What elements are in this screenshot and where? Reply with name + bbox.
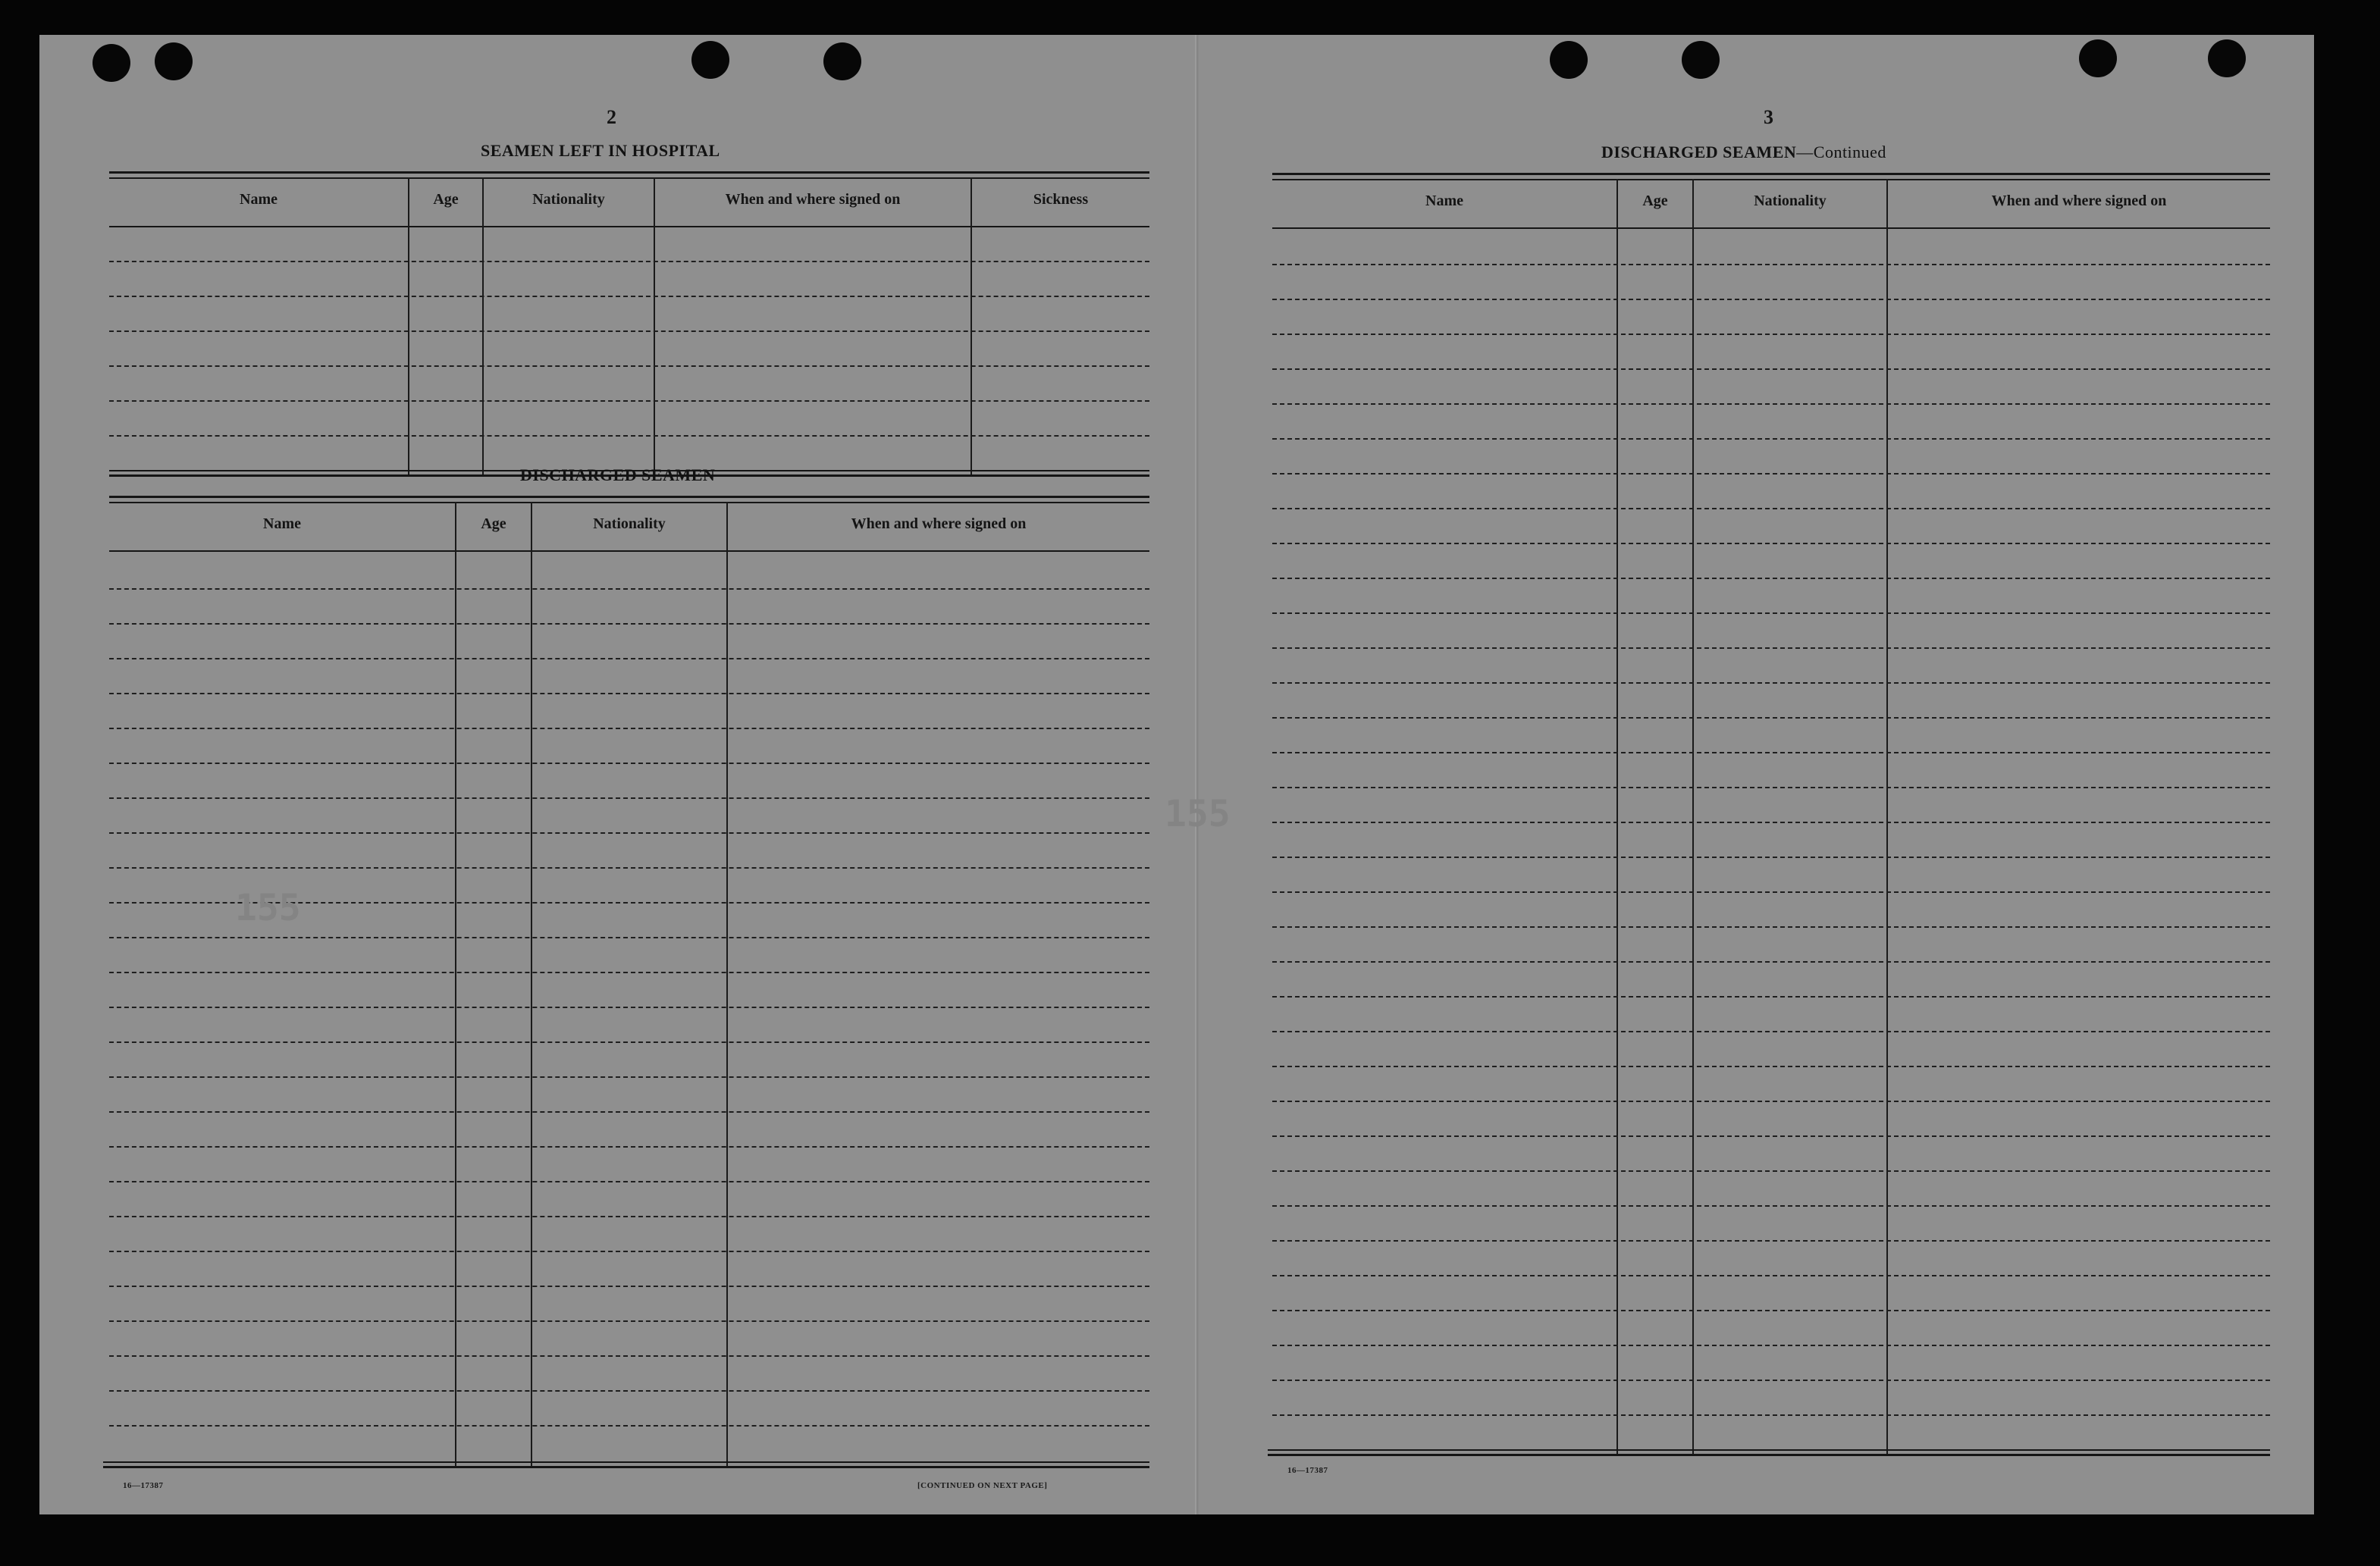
row-line [109, 1355, 1149, 1357]
row-line [109, 296, 1149, 297]
row-line [1272, 264, 2270, 265]
column-divider [408, 177, 409, 476]
row-line [1272, 857, 2270, 858]
row-line [109, 658, 1149, 659]
row-line [109, 867, 1149, 869]
row-line [109, 1425, 1149, 1427]
punch-hole [1682, 41, 1720, 79]
column-header-signed-on: When and where signed on [1991, 193, 2167, 209]
page-divider [1195, 35, 1196, 1514]
row-line [1272, 1414, 2270, 1416]
header-rule [109, 550, 1149, 552]
table-top-rule [109, 496, 1149, 498]
row-line [1272, 1310, 2270, 1311]
column-divider [482, 177, 484, 476]
row-line [109, 1251, 1149, 1252]
page-number: 3 [1764, 106, 1773, 128]
form-number: 16—17387 [1287, 1466, 1328, 1475]
row-line [1272, 1101, 2270, 1102]
row-line [109, 1041, 1149, 1043]
row-line [1272, 752, 2270, 753]
row-line [109, 728, 1149, 729]
row-line [1272, 926, 2270, 928]
row-line [1272, 299, 2270, 300]
punch-hole [823, 42, 861, 80]
row-line [1272, 403, 2270, 405]
row-line [109, 365, 1149, 367]
row-line [1272, 543, 2270, 544]
column-header-age: Age [481, 515, 506, 532]
discharged-continued-title [1601, 143, 1886, 162]
row-line [109, 1390, 1149, 1392]
row-line [109, 330, 1149, 332]
header-rule [1272, 227, 2270, 229]
column-header-signed-on: When and where signed on [851, 515, 1027, 532]
row-line [1272, 822, 2270, 823]
column-header-sickness: Sickness [1033, 191, 1089, 208]
form-number: 16—17387 [123, 1481, 164, 1490]
faint-stamp: 155 [1165, 793, 1231, 835]
row-line [1272, 891, 2270, 893]
row-line [109, 693, 1149, 694]
row-line [109, 797, 1149, 799]
table-bottom-rule [103, 1461, 1149, 1463]
document-sheet [39, 35, 2314, 1514]
row-line [1272, 1135, 2270, 1137]
column-divider [654, 177, 655, 476]
table-top-rule [109, 171, 1149, 174]
table-bottom-rule [1268, 1449, 2270, 1451]
column-divider [1886, 179, 1888, 1455]
row-line [109, 588, 1149, 590]
row-line [109, 1286, 1149, 1287]
column-header-signed-on: When and where signed on [725, 191, 901, 208]
punch-hole [93, 44, 130, 82]
column-header-nationality: Nationality [593, 515, 666, 532]
table-top-rule [109, 177, 1149, 179]
table-top-rule [109, 502, 1149, 503]
punch-hole [2208, 39, 2246, 77]
column-divider [1692, 179, 1694, 1455]
row-line [1272, 473, 2270, 474]
column-header-name: Name [263, 515, 301, 532]
row-line [109, 1076, 1149, 1078]
discharged-section-title: DISCHARGED SEAMEN [520, 465, 716, 484]
row-line [1272, 717, 2270, 719]
punch-hole [1550, 41, 1588, 79]
faint-stamp: 155 [235, 887, 301, 929]
continued-note: [CONTINUED ON NEXT PAGE] [917, 1481, 1048, 1490]
punch-hole [2079, 39, 2117, 77]
column-header-name: Name [240, 191, 278, 208]
row-line [109, 1216, 1149, 1217]
column-header-name: Name [1425, 193, 1463, 209]
column-divider [1616, 179, 1618, 1455]
row-line [1272, 1170, 2270, 1172]
table-bottom-rule [1268, 1454, 2270, 1456]
row-line [1272, 508, 2270, 509]
row-line [109, 1146, 1149, 1148]
row-line [109, 1320, 1149, 1322]
row-line [1272, 996, 2270, 998]
row-line [1272, 1031, 2270, 1032]
row-line [1272, 334, 2270, 335]
title-suffix: —Continued [1796, 143, 1886, 161]
column-header-nationality: Nationality [1754, 193, 1827, 209]
row-line [1272, 1275, 2270, 1276]
column-header-nationality: Nationality [532, 191, 605, 208]
row-line [1272, 682, 2270, 684]
row-line [109, 435, 1149, 437]
page-number: 2 [607, 106, 616, 128]
row-line [109, 623, 1149, 625]
row-line [109, 261, 1149, 262]
row-line [109, 972, 1149, 973]
row-line [1272, 647, 2270, 649]
row-line [109, 400, 1149, 402]
table-top-rule [1272, 173, 2270, 175]
column-divider [971, 177, 972, 476]
row-line [109, 1007, 1149, 1008]
row-line [1272, 368, 2270, 370]
table-top-rule [1272, 179, 2270, 180]
row-line [1272, 1205, 2270, 1207]
row-line [1272, 612, 2270, 614]
row-line [1272, 438, 2270, 440]
column-header-age: Age [433, 191, 459, 208]
row-line [109, 832, 1149, 834]
row-line [1272, 961, 2270, 963]
row-line [109, 763, 1149, 764]
table-bottom-rule [103, 1466, 1149, 1468]
row-line [1272, 1380, 2270, 1381]
row-line [109, 1181, 1149, 1182]
column-header-age: Age [1642, 193, 1668, 209]
row-line [1272, 578, 2270, 579]
hospital-section-title: SEAMEN LEFT IN HOSPITAL [481, 141, 720, 160]
row-line [1272, 1345, 2270, 1346]
row-line [109, 937, 1149, 938]
punch-hole [691, 41, 729, 79]
row-line [1272, 1066, 2270, 1067]
title-main: DISCHARGED SEAMEN [1601, 143, 1797, 161]
row-line [109, 1111, 1149, 1113]
row-line [1272, 1240, 2270, 1242]
header-rule [109, 226, 1149, 227]
row-line [1272, 787, 2270, 788]
punch-hole [155, 42, 193, 80]
